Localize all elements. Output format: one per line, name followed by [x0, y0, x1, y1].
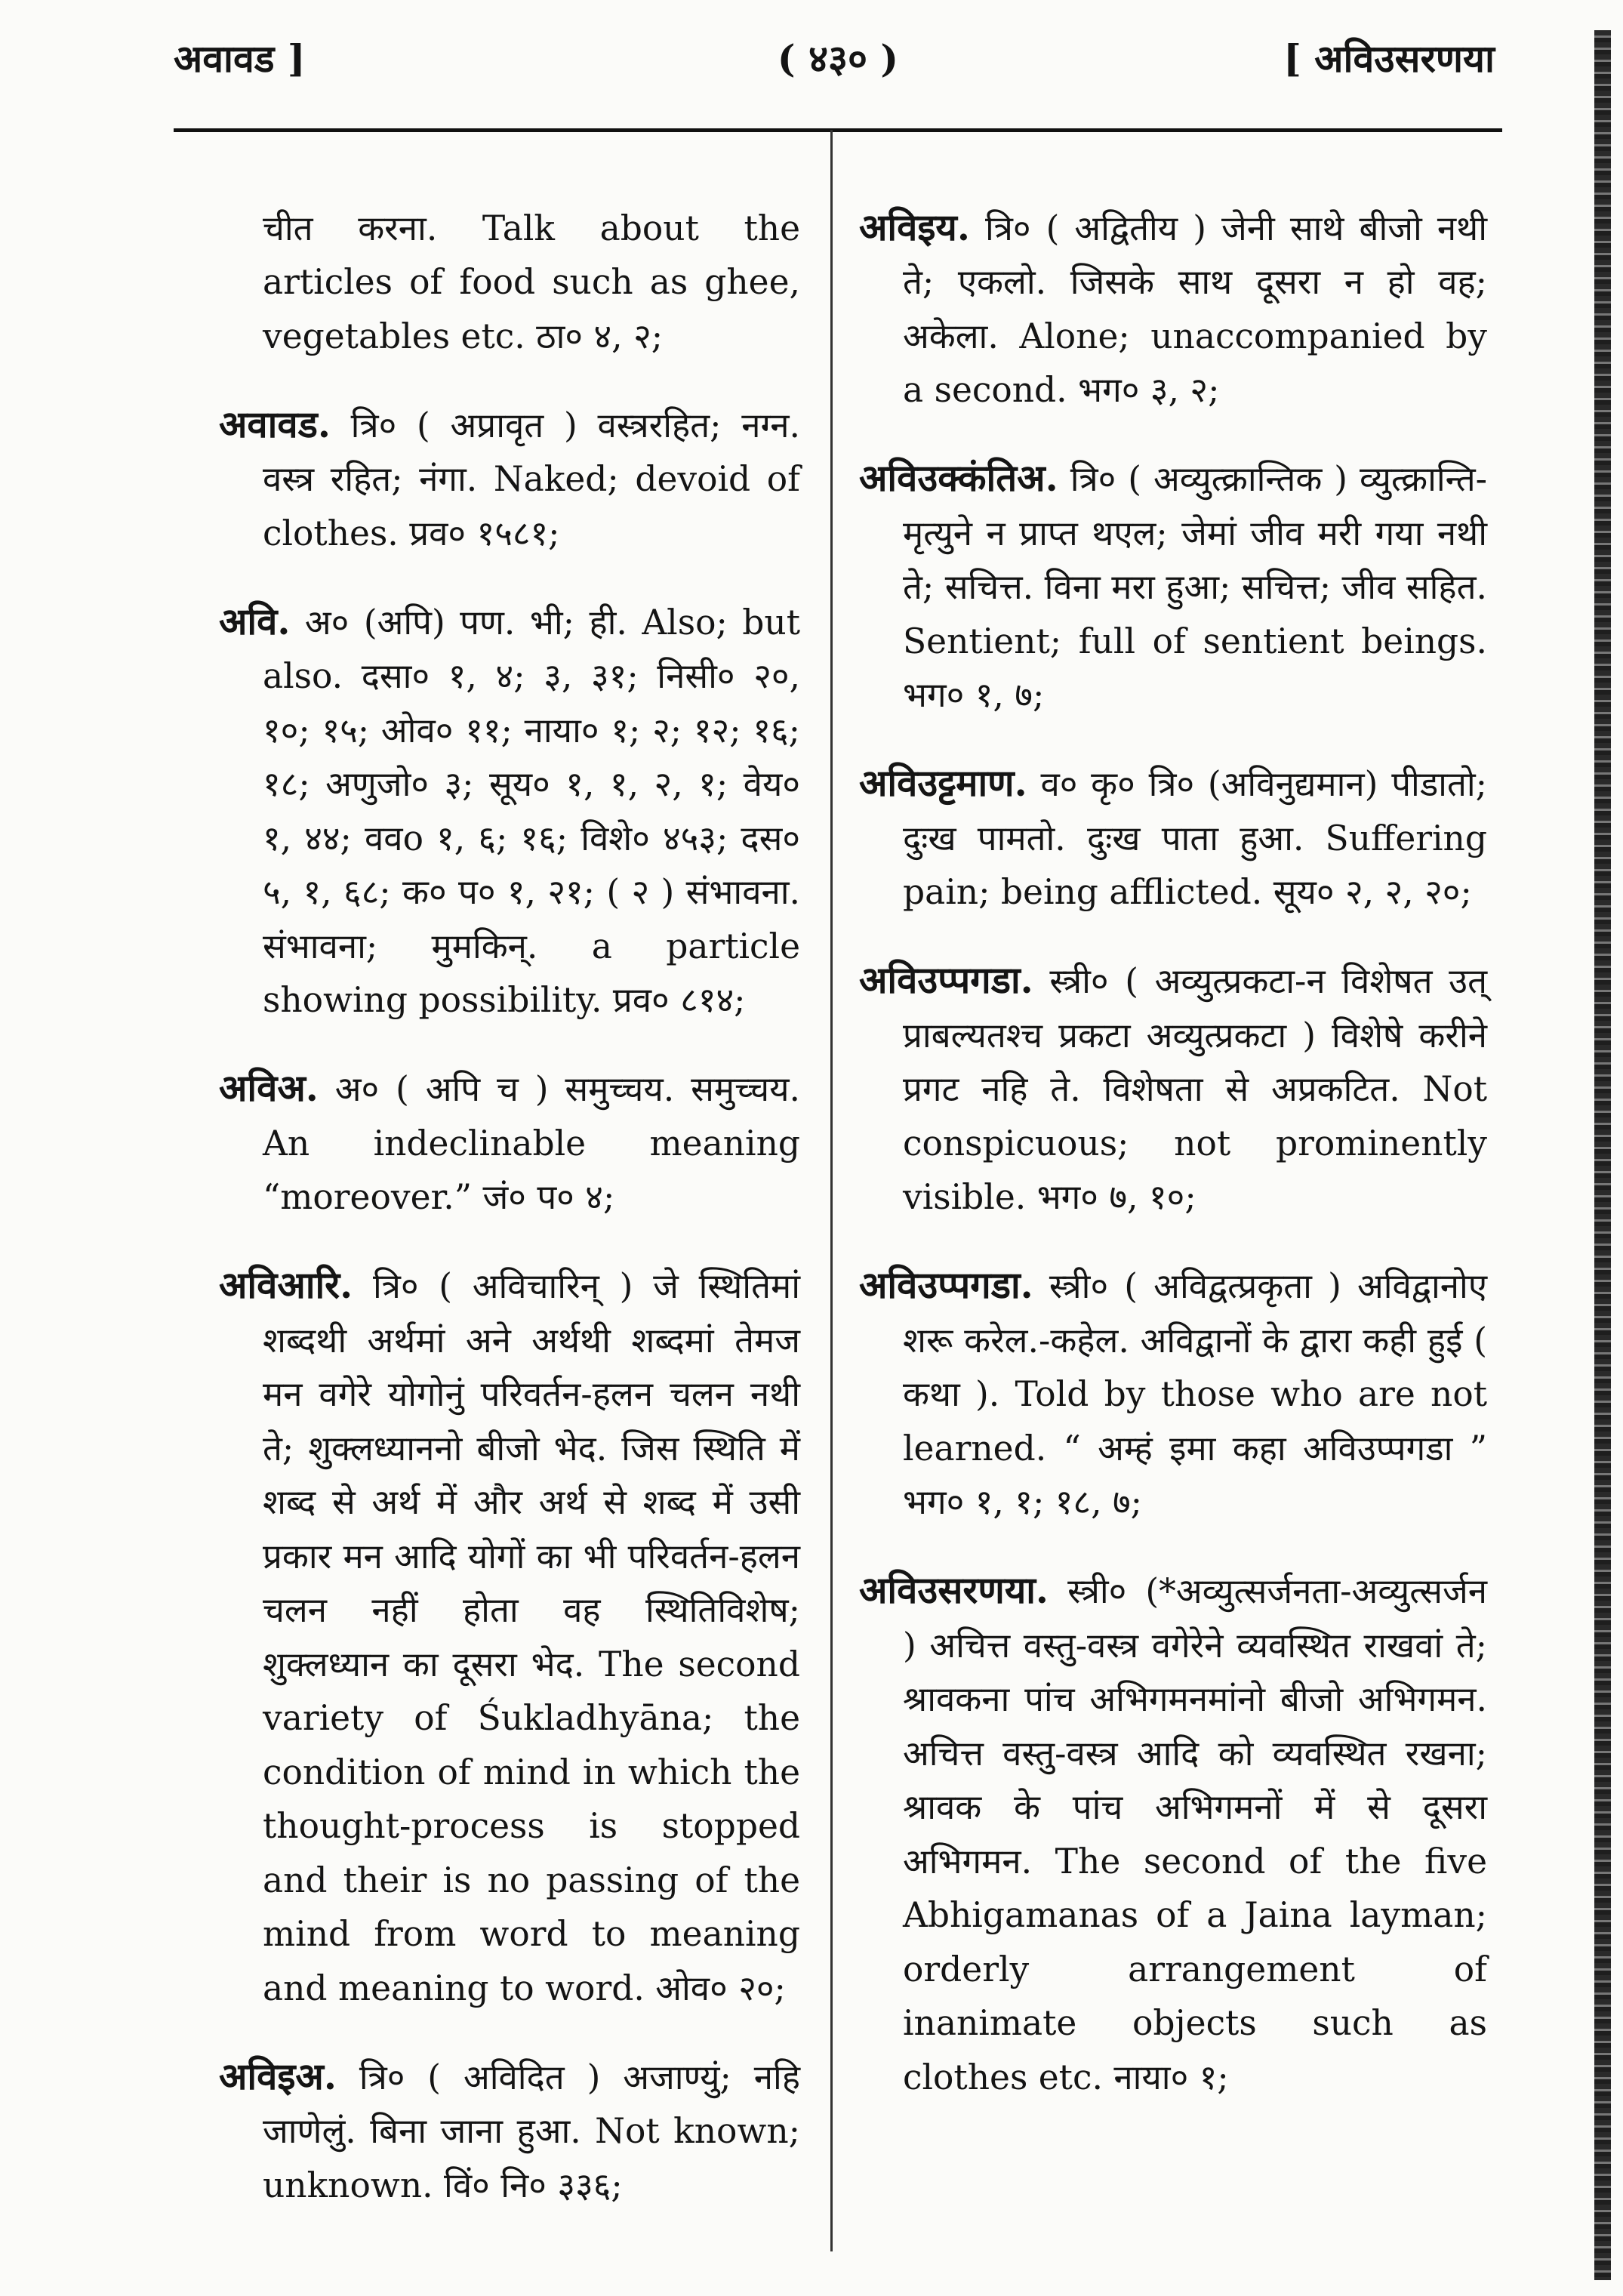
dictionary-entry: [219, 2050, 800, 2213]
entry-definition: चीत करना. Talk about the articles of food such as ghee, vegetables etc. ठा० ४, २;: [263, 208, 800, 356]
entry-definition: स्त्री० ( अव्युत्प्रकटा-न विशेषत उत् प्राबल्यतश्च प्रकटा अव्युत्प्रकटा ) विशेषे करीने प्रगट नहि ते. विशेषता से अप्रकटित. Not conspicuous; not prominently visible. भग० ७, १०;: [903, 961, 1488, 1217]
entry-headword: अवि.: [219, 599, 291, 643]
dictionary-entry: [859, 757, 1487, 920]
entry-definition: अ० ( अपि च ) समुच्चय. समुच्चय. An indeclinable meaning “moreover.” जं० प० ४;: [263, 1069, 800, 1217]
entry-definition: स्त्री० ( अविद्वत्प्रकृता ) अविद्वानोए शरू करेल.-कहेल. अविद्वानों के द्वारा कही हुई ( कथा ). Told by those who are not learned. “ अम्हं इमा कहा अविउप्पगडा ” भग० १, १; १८, ७;: [903, 1266, 1487, 1522]
header-last-word: [ अविउसरणया: [1283, 36, 1495, 81]
entry-definition: स्त्री० (*अव्युत्सर्जनता-अव्युत्सर्जन ) अचित्त वस्तु-वस्त्र वगेरेने व्यवस्थित राखवां ते; श्रावकना पांच अभिगमनमांनो बीजो अभिगमन. अचित्त वस्तु-वस्त्र आदि को व्यवस्थित रखना; श्रावक के पांच अभिगमनों में से दूसरा अभिगमन. The second of the five Abhigamanas of a Jaina layman; orderly arrangement of inanimate objects such as clothes etc. नाया० १;: [903, 1571, 1487, 2097]
dictionary-entry: [859, 1564, 1487, 2104]
page-number: ( ४३० ): [777, 36, 899, 81]
dictionary-entry: [219, 398, 800, 561]
dictionary-entry-continued: [219, 201, 800, 364]
entry-definition: त्रि० ( अप्रावृत ) वस्त्ररहित; नग्न. वस्त्र रहित; नंगा. Naked; devoid of clothes. प्रव० १५८१;: [263, 405, 800, 553]
entry-definition: त्रि० ( अव्युत्क्रान्तिक ) व्युत्क्रान्ति-मृत्युने न प्राप्त थएल; जेमां जीव मरी गया नथी ते; सचित्त. विना मरा हुआ; सचित्त; जीव सहित. Sentient; full of sentient beings. भग० १, ७;: [903, 459, 1487, 715]
entry-headword: अविइय.: [859, 205, 970, 249]
header-rule: [174, 128, 1502, 132]
entry-headword: अविउप्पगडा.: [859, 958, 1033, 1002]
entry-definition: अ० (अपि) पण. भी; ही. Also; but also. दसा० १, ४; ३, ३१; निसी० २०, १०; १५; ओव० ११; नाया० १; २; १२; १६; १८; अणुजो० ३; सूय० १, १, २, १; वेय० १, ४४; ववo १, ६; १६; विशे० ४५३; दस० ५, १, ६८; क० प० १, २१; ( २ ) संभावना. संभावना; मुमकिन्. a particle showing possibility. प्रव० ८१४;: [263, 602, 800, 1020]
entry-headword: अविउप्पगडा.: [859, 1263, 1033, 1307]
dictionary-entry: [859, 1259, 1487, 1530]
entry-definition: व० कृ० त्रि० (अविनुद्यमान) पीडातो; दुःख पामतो. दुःख पाता हुआ. Suffering pain; being afflicted. सूय० २, २, २०;: [903, 764, 1487, 912]
entry-definition: त्रि० ( अविदित ) अजाण्युं; नहि जाणेलुं. बिना जाना हुआ. Not known; unknown. विं० नि० ३३६;: [263, 2057, 800, 2205]
page-header: [174, 32, 1495, 92]
dictionary-entry: [219, 595, 800, 1028]
entry-definition: त्रि० ( अद्वितीय ) जेनी साथे बीजो नथी ते; एकलो. जिसके साथ दूसरा न हो वह; अकेला. Alone; unaccompanied by a second. भग० ३, २;: [903, 208, 1487, 410]
dictionary-entry: [219, 1259, 800, 2015]
column-divider: [830, 130, 833, 2251]
entry-headword: अविआरि.: [219, 1263, 353, 1307]
entry-definition: त्रि० ( अविचारिन् ) जे स्थितिमां शब्दथी अर्थमां अने अर्थथी शब्दमां तेमज मन वगेरे योगोनुं परिवर्तन-हलन चलन नथी ते; शुक्लध्याननो बीजो भेद. जिस स्थिति में शब्द से अर्थ में और अर्थ से शब्द में उसी प्रकार मन आदि योगों का भी परिवर्तन-हलन चलन नहीं होता वह स्थितिविशेष; शुक्लध्यान का दूसरा भेद. The second variety of Śukladhyāna; the condition of mind in which the thought-process is stopped and their is no passing of the mind from word to meaning and meaning to word. ओव० २०;: [263, 1266, 800, 2008]
entry-headword: अवावड.: [219, 402, 331, 446]
dictionary-entry: [859, 201, 1487, 418]
entry-headword: अविइअ.: [219, 2054, 337, 2098]
dictionary-entry: [859, 954, 1487, 1225]
entry-headword: अविउट्टमाण.: [859, 761, 1027, 805]
entry-headword: अविअ.: [219, 1066, 319, 1110]
page-edge: [1594, 30, 1611, 2280]
right-column: [859, 166, 1487, 2139]
entry-headword: अविउसरणया.: [859, 1568, 1049, 1612]
dictionary-entry: [859, 451, 1487, 723]
dictionary-entry: [219, 1062, 800, 1225]
entry-headword: अविउक्कंतिअ.: [859, 456, 1058, 500]
header-first-word: अवावड ]: [174, 36, 306, 81]
left-column: [219, 166, 800, 2247]
